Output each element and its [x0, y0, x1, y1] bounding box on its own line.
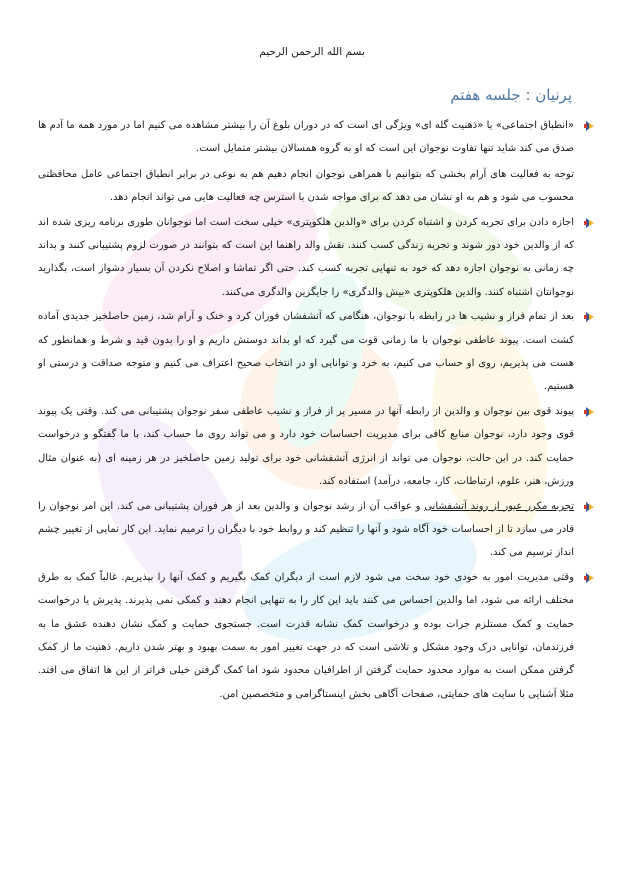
list-item	[38, 163, 596, 210]
list-item-text: و عواقب آن از رشد نوجوان و والدین بعد از هر فوران پشتیبانی می کند. این امر نوجوان را قادر می سازد تا از احساسات خود آگاه شود و آنها را تنظیم کند و روابط خود با دیگران را ترمیم نماید. این کار نمایی از تغییر چشم انداز ترسیم می کند.	[38, 500, 574, 559]
list-item	[38, 211, 596, 305]
list-item-text: وقتی مدیریت امور به خودی خود سخت می شود لازم است از دیگران کمک بگیریم و کمک آنها را بپذیریم. غالباً کمک به طرق مختلف ارائه می شود، اما والدین احساس می کنند باید این کار را به تنهایی انجام دهند و کمکی نمی پذیرند. پذیرش یا درخواست حمایت و کمک مستلزم جرات بوده و درخواست کمک نشانه قدرت است. جستجوی حمایت و کمک نشان دهنده عشق ما به فرزندمان، توانایی درک وجود مشکل و تلاشی است که در جهت تغییر امور به سمت بهبود و بهتر شدن داریم. ذهنیت ما از کمک گرفتن ممکن است به موارد محدود حمایت گرفتن از اطرافیان محدود شود اما کمک گرفتن خیلی فراتر از این ها اتفاق می افتد. مثلا آشنایی با سایت های حمایتی، صفحات آگاهی بخش اینستاگرامی و متخصصین امن.	[38, 571, 574, 700]
list-item-text: توجه به فعالیت های آرام بخشی که بتوانیم با همراهی نوجوان انجام دهیم هم به نوعی در برابر انطباق اجتماعی عامل محافظتی محسوب می شود و هم به او نشان می دهد که برای مواجه شدن با استرس چه فعالیت هایی می تواند انجام دهد.	[38, 168, 574, 204]
basmala-heading: بسم الله الرحمن الرحیم	[259, 46, 365, 58]
diamond-bullet-icon	[584, 311, 596, 323]
list-item	[38, 495, 596, 565]
list-item-text: «انطباق اجتماعی» یا «ذهنیت گله ای» ویژگی ای است که در دوران بلوغ آن را بیشتر مشاهده می کنیم اما در مورد همه ما آدم ها صدق می کند شاید تنها تفاوت نوجوان این است که او به گروه همسالان بیشتر متمایل است.	[38, 120, 574, 155]
list-item	[38, 305, 596, 399]
diamond-bullet-icon	[584, 572, 596, 584]
underlined-phrase: تجربه مکرر عبور از روند آتشفشانی	[424, 500, 574, 512]
list-item	[38, 114, 596, 161]
bullet-list	[38, 114, 596, 707]
list-item	[38, 400, 596, 494]
diamond-bullet-icon	[584, 406, 596, 418]
document-title: پرنیان : جلسه هفتم	[450, 86, 572, 104]
diamond-bullet-icon	[584, 217, 596, 229]
list-item-text: پیوند قوی بین نوجوان و والدین از رابطه آنها در مسیر پر از فراز و نشیب عاطفی سفر نوجوان پشتیبانی می کند. وقتی یک پیوند قوی وجود دارد، نوجوان منابع کافی برای مدیریت احساسات خود دارد و می تواند روی ما حساب کند، با ما گفتگو و درخواست حمایت کند. در این حالت، نوجوان می تواند از انرژی آتشفشانی خود برای تولید زمین حاصلخیز در هر زمینه ای (به عنوان مثال ورزش، هنر، علوم، ارتباطات، کار، جامعه، درآمد) استفاده کند.	[38, 405, 574, 488]
list-item-text: بعد از تمام فراز و نشیب ها در رابطه با نوجوان، هنگامی که آتشفشان فوران کرد و خنک و آرام شد، زمین حاصلخیز جدیدی آماده کشت است. پیوند عاطفی نوجوان با ما زمانی قوت می گیرد که او بداند دوستش داریم و او را بدون قید و شرط و همانطور که هست می پذیریم، روی او حساب می کنیم، به خرد و توانایی او در انتخاب صحیح اعتراف می کنیم و متوجه صداقت و درستی او هستیم.	[38, 311, 574, 393]
diamond-bullet-icon	[584, 501, 596, 513]
diamond-bullet-icon	[584, 120, 596, 132]
list-item-text: اجازه دادن برای تجربه کردن و اشتباه کردن برای «والدین هلکوپتری» خیلی سخت است اما نوجوانان طوری برنامه ریزی شده اند که از والدین خود دور شوند و تجربه زندگی کسب کنند. نقش والد راهنما این است که بتوانند در صورت لزوم پشتیبانی کنند و بداند چه زمانی به نوجوان اجازه دهد که خود به تنهایی تجربه کسب کند. حتی اگر تماشا و اصلاح نکردن آن بسیار دشوار است، بگذارید نوجوانتان اشتباه کنند. والدین هلکوپتری «بیش والدگری» را جایگزین والدگری می‌کنند.	[38, 216, 574, 298]
list-item	[38, 566, 596, 706]
